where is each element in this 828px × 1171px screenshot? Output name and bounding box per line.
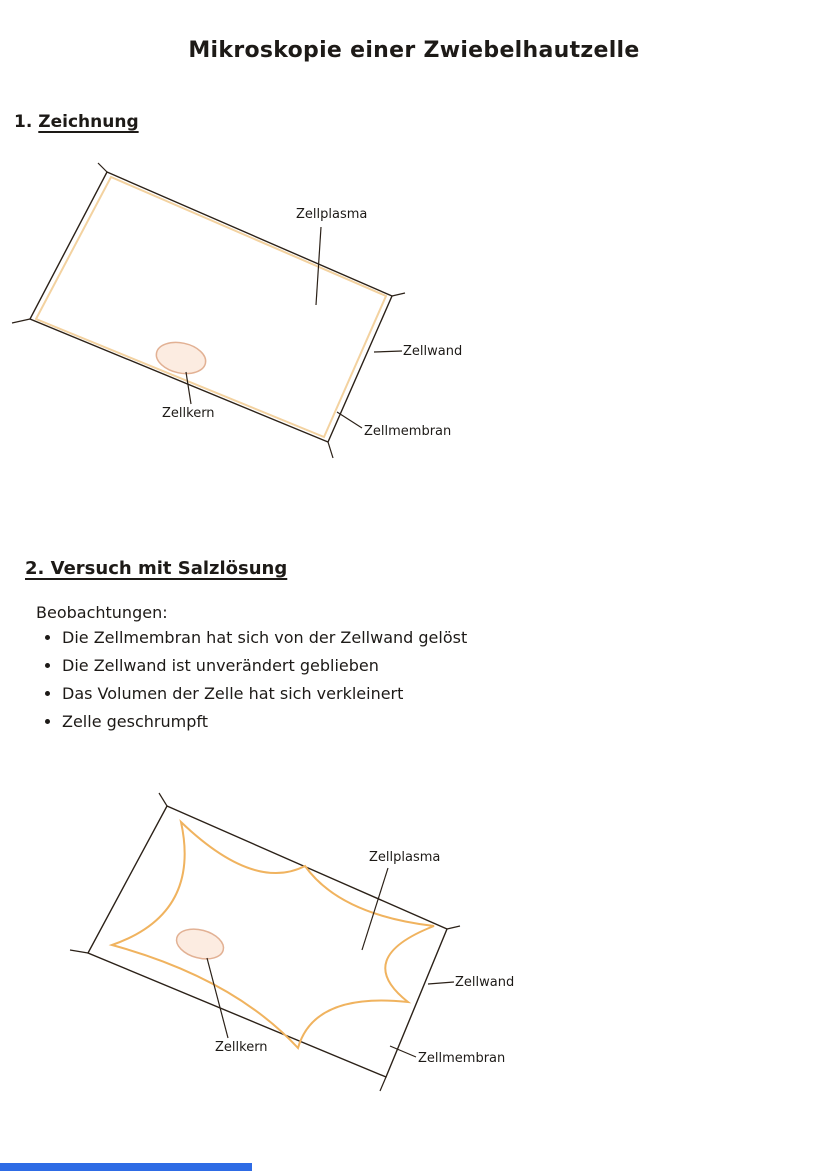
nucleus-shape <box>153 338 208 378</box>
label-zellplasma: Zellplasma <box>369 850 441 865</box>
observation-item: • Die Zellwand ist unverändert geblieben <box>62 656 662 675</box>
page-title: Mikroskopie einer Zwiebelhautzelle <box>188 38 640 63</box>
observations-title: Beobachtungen: <box>36 603 168 622</box>
label-zellmembran: Zellmembran <box>418 1051 506 1066</box>
label-zellwand: Zellwand <box>403 344 463 359</box>
corner-tick <box>12 319 30 323</box>
label-zellkern: Zellkern <box>162 406 215 421</box>
observation-item: • Die Zellmembran hat sich von der Zellwand gelöst <box>62 628 662 647</box>
corner-tick <box>70 950 88 953</box>
section1-heading <box>14 112 139 132</box>
zellplasma-pointer-line <box>362 868 388 950</box>
label-zellmembran: Zellmembran <box>364 424 452 439</box>
observation-item: • Das Volumen der Zelle hat sich verkleinert <box>62 684 662 703</box>
zellmembran-pointer-line <box>337 412 362 428</box>
corner-tick <box>447 926 460 929</box>
section2-heading <box>25 558 287 579</box>
corner-tick <box>98 163 107 172</box>
zellkern-pointer-line <box>207 958 228 1038</box>
observations-list <box>40 628 662 740</box>
bottom-accent-bar <box>0 1163 252 1171</box>
observation-item: • Zelle geschrumpft <box>62 712 662 731</box>
zellwand-pointer-line <box>428 982 454 984</box>
label-zellkern: Zellkern <box>215 1040 268 1055</box>
zellwand-pointer-line <box>374 351 402 352</box>
cell-wall-shape <box>88 806 447 1077</box>
corner-tick <box>380 1077 386 1091</box>
label-zellplasma: Zellplasma <box>296 207 368 222</box>
corner-tick <box>328 442 333 458</box>
corner-tick <box>159 793 167 806</box>
corner-tick <box>392 293 405 296</box>
nucleus-shape <box>173 924 227 963</box>
section1-number: 1. <box>14 112 33 132</box>
section1-title: Zeichnung <box>38 112 139 132</box>
label-zellwand: Zellwand <box>455 975 515 990</box>
section2-title: 2. Versuch mit Salzlösung <box>25 558 288 579</box>
zellmembran-pointer-line <box>390 1046 416 1057</box>
zellkern-pointer-line <box>186 372 191 404</box>
